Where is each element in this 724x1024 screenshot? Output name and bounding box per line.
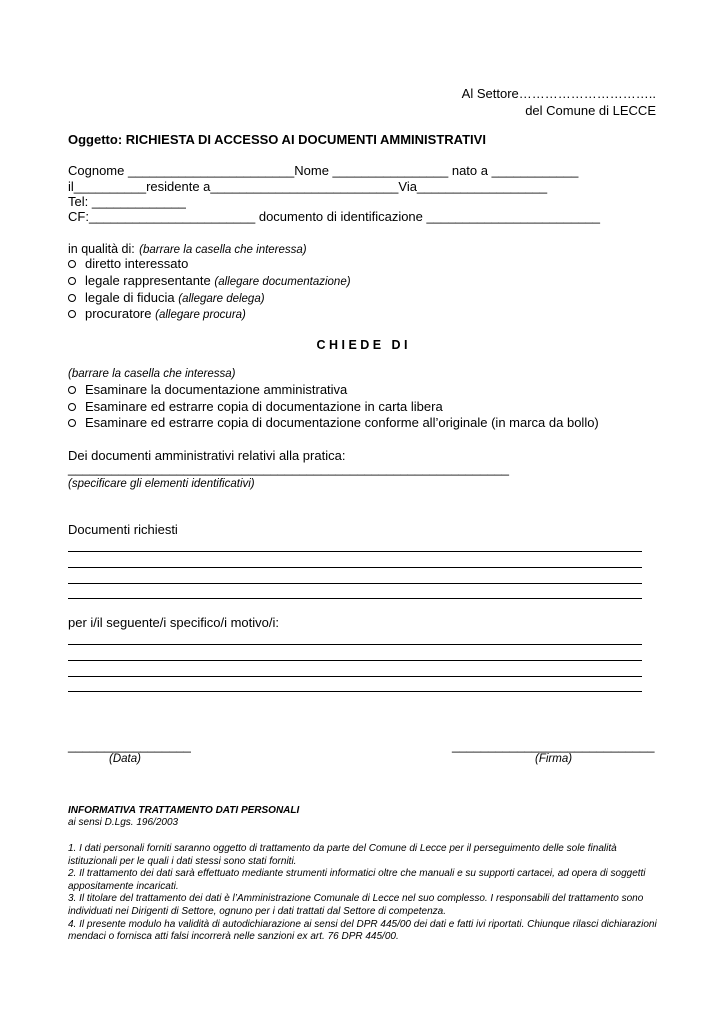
radio-circle-icon[interactable] [68, 310, 76, 318]
option-label: Esaminare ed estrarre copia di documentazione conforme all’originale (in marca da bollo) [85, 415, 599, 430]
motivo-line[interactable] [68, 676, 642, 677]
anagrafica-line-4: CF:_______________________ documento di identificazione ________________________ [68, 209, 601, 224]
data-label: (Data) [109, 753, 141, 765]
chiede-option[interactable] [68, 382, 347, 397]
informativa-point: 1. I dati personali forniti saranno oggetto di trattamento da parte del Comune di Lecce per il perseguimento delle sole finalità istituzionali per le quali i dati stessi sono stati forniti. [68, 843, 617, 867]
chiede-title: C H I E D E D I [316, 338, 408, 352]
qualita-option[interactable] [68, 256, 188, 271]
qualita-option[interactable] [68, 306, 246, 321]
chiede-hint: (barrare la casella che interessa) [68, 368, 236, 380]
qualita-label: in qualità di: [68, 242, 135, 256]
informativa-body [68, 843, 658, 944]
informativa-point: 2. Il trattamento dei dati sarà effettuato mediante strumenti informatici oltre che manuali e su supporti cartacei, ad opera di soggetti appositamente incaricati. [68, 868, 646, 892]
radio-circle-icon[interactable] [68, 386, 76, 394]
motivo-line[interactable] [68, 691, 642, 692]
data-line[interactable]: _________________ [68, 738, 191, 753]
motivo-line[interactable] [68, 644, 642, 645]
informativa-point: 4. Il presente modulo ha validità di autodichiarazione ai sensi del DPR 445/00 dei dati e fatti ivi riportati. Chiunque rilasci dichiarazioni mendaci o fornisca atti falsi incorrerà nelle sanzioni ex art. 76 DPR 445/00. [68, 918, 657, 943]
motivo-label: per i/il seguente/i specifico/i motivo/i: [68, 615, 279, 630]
radio-circle-icon[interactable] [68, 403, 76, 411]
radio-circle-icon[interactable] [68, 277, 76, 285]
option-label: Esaminare ed estrarre copia di documentazione in carta libera [85, 399, 443, 414]
qualita-hint: (barrare la casella che interessa) [139, 244, 307, 256]
oggetto-label: Oggetto: [68, 132, 123, 147]
oggetto-line [68, 132, 486, 147]
informativa-title: INFORMATIVA TRATTAMENTO DATI PERSONALI [68, 805, 300, 816]
pratica-line[interactable]: _____________________________________________________________ [68, 461, 510, 476]
settore-line [462, 86, 656, 101]
informativa-subtitle: ai sensi D.Lgs. 196/2003 [68, 817, 179, 828]
documenti-line[interactable] [68, 567, 642, 568]
radio-circle-icon[interactable] [68, 260, 76, 268]
chiede-option[interactable] [68, 399, 443, 414]
motivo-line[interactable] [68, 660, 642, 661]
firma-label: (Firma) [535, 753, 573, 765]
option-label: procuratore [85, 306, 152, 321]
pratica-hint: (specificare gli elementi identificativi) [68, 478, 255, 490]
option-label: legale di fiducia [85, 290, 175, 305]
option-label: Esaminare la documentazione amministrativa [85, 382, 348, 397]
documenti-line[interactable] [68, 583, 642, 584]
radio-circle-icon[interactable] [68, 419, 76, 427]
documenti-line[interactable] [68, 551, 642, 552]
option-note: (allegare delega) [178, 293, 265, 305]
firma-line[interactable]: ____________________________ [452, 738, 655, 753]
pratica-label: Dei documenti amministrativi relativi alla pratica: [68, 448, 346, 463]
anagrafica-line-2: il__________residente a__________________________Via__________________ [68, 179, 548, 194]
qualita-option[interactable] [68, 290, 265, 305]
informativa-point: 3. Il titolare del trattamento dei dati è l’Amministrazione Comunale di Lecce nel suo complesso. I responsabili del trattamento sono individuati nei Dirigenti di Settore, ognuno per i dati trattati dal Settore di competenza. [68, 893, 644, 917]
settore-dots: ………………………….. [518, 86, 656, 101]
qualita-option[interactable] [68, 273, 351, 288]
anagrafica-line-3: Tel: _____________ [68, 194, 186, 209]
option-label: legale rappresentante [85, 273, 211, 288]
documenti-label: Documenti richiesti [68, 522, 178, 537]
option-label: diretto interessato [85, 256, 189, 271]
oggetto-text: RICHIESTA DI ACCESSO AI DOCUMENTI AMMINISTRATIVI [125, 132, 486, 147]
option-note: (allegare procura) [155, 309, 246, 321]
comune-line: del Comune di LECCE [525, 103, 656, 118]
option-note: (allegare documentazione) [214, 276, 351, 288]
anagrafica-line-1: Cognome _______________________Nome ________________ nato a ____________ [68, 163, 579, 178]
chiede-option[interactable] [68, 415, 599, 430]
radio-circle-icon[interactable] [68, 294, 76, 302]
settore-label: Al Settore [461, 86, 519, 101]
documenti-line[interactable] [68, 598, 642, 599]
